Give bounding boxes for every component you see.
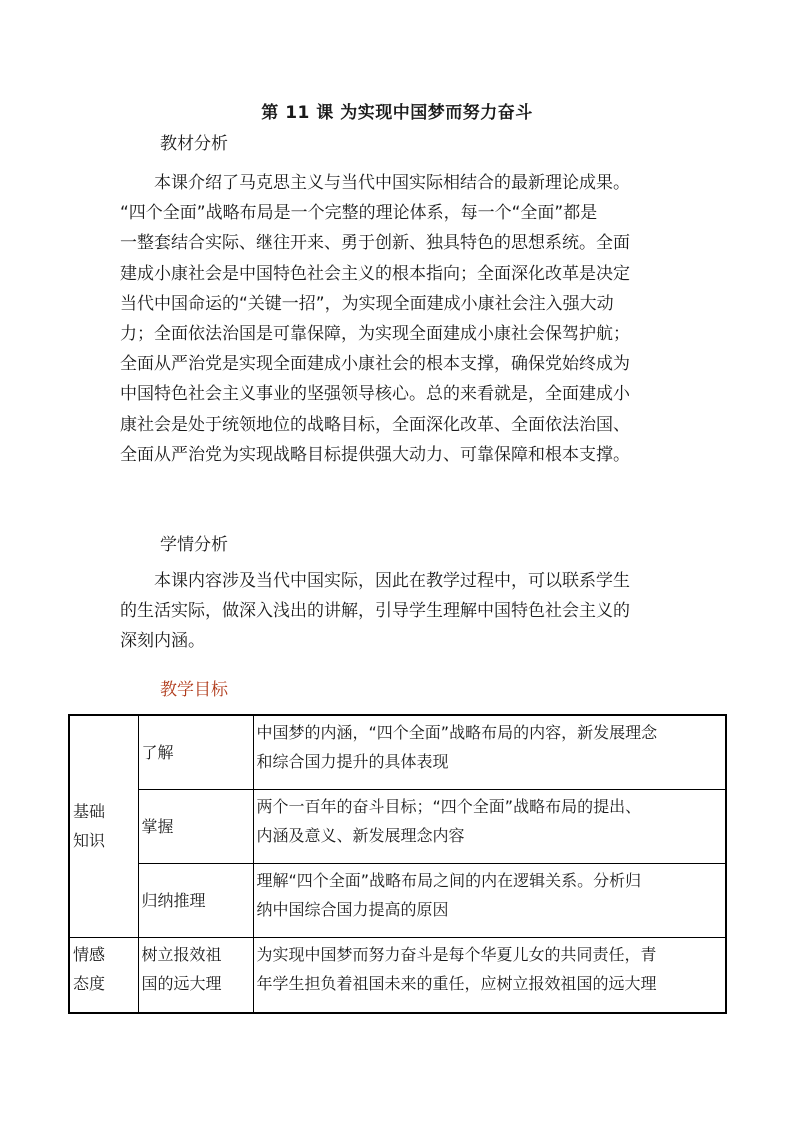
paragraph-line: 本课介绍了马克思主义与当代中国实际相结合的最新理论成果。	[154, 173, 630, 193]
paragraph-line: 中国特色社会主义事业的坚强领导核心。总的来看就是，全面建成小	[120, 384, 630, 405]
paragraph-line: 本课内容涉及当代中国实际，因此在教学过程中，可以联系学生	[154, 571, 630, 591]
table-row	[69, 937, 726, 1013]
table-row	[69, 863, 726, 937]
content-line: 理解“四个全面”战略布局之间的内在逻辑关系。分析归	[256, 870, 642, 890]
content-cell	[253, 937, 726, 1013]
category-label: 知识	[73, 831, 106, 851]
level-cell	[138, 937, 253, 1013]
level-label: 国的远大理	[141, 973, 222, 993]
paragraph-line: 全面从严治党是实现全面建成小康社会的根本支撑，确保党始终成为	[120, 354, 630, 375]
content-cell	[253, 863, 726, 937]
section-heading-student-analysis: 学情分析	[160, 535, 228, 555]
table-row	[69, 715, 726, 789]
paragraph-line: 的生活实际，做深入浅出的讲解，引导学生理解中国特色社会主义的	[120, 601, 630, 622]
content-line: 为实现中国梦而努力奋斗是每个华夏儿女的共同责任，青	[256, 944, 657, 964]
student-analysis-paragraph	[120, 566, 680, 657]
content-line: 年学生担负着祖国未来的重任，应树立报效祖国的远大理	[256, 973, 657, 993]
page-title: 第 11 课 为实现中国梦而努力奋斗	[261, 103, 533, 123]
level-cell	[138, 863, 253, 937]
paragraph-line: 当代中国命运的“关键一招”，为实现全面建成小康社会注入强大动	[120, 293, 614, 314]
paragraph-line: 一整套结合实际、继往开来、勇于创新、独具特色的思想系统。全面	[120, 233, 630, 254]
content-line: 纳中国综合国力提高的原因	[256, 899, 449, 919]
content-line: 中国梦的内涵，“四个全面”战略布局的内容，新发展理念	[256, 723, 658, 742]
level-label: 树立报效祖	[141, 944, 222, 964]
level-label: 掌握	[141, 816, 174, 836]
level-label: 归纳推理	[141, 890, 206, 910]
paragraph-line: 康社会是处于统领地位的战略目标，全面深化改革、全面依法治国、	[120, 414, 630, 435]
paragraph-line: 力；全面依法治国是可靠保障，为实现全面建成小康社会保驾护航；	[120, 324, 630, 345]
level-cell	[138, 789, 253, 863]
category-cell	[69, 937, 138, 1013]
table-row	[69, 789, 726, 863]
section-heading-textbook-analysis: 教材分析	[160, 134, 228, 154]
category-label: 态度	[73, 973, 106, 993]
paragraph-line: 深刻内涵。	[120, 631, 205, 652]
content-line: 内涵及意义、新发展理念内容	[256, 825, 465, 845]
category-cell	[69, 715, 138, 937]
content-cell	[253, 789, 726, 863]
content-line: 两个一百年的奋斗目标；“四个全面”战略布局的提出、	[256, 796, 642, 816]
paragraph-line: 建成小康社会是中国特色社会主义的根本指向；全面深化改革是决定	[120, 263, 630, 284]
level-cell	[138, 715, 253, 789]
category-label: 情感	[73, 944, 106, 964]
level-label: 了解	[141, 742, 174, 762]
paragraph-line: 全面从严治党为实现战略目标提供强大动力、可靠保障和根本支撑。	[120, 444, 630, 465]
textbook-analysis-paragraph	[120, 168, 680, 470]
content-cell	[253, 715, 726, 789]
paragraph-line: “四个全面”战略布局是一个完整的理论体系，每一个“全面”都是	[120, 203, 598, 224]
section-heading-teaching-goals: 教学目标	[160, 680, 228, 700]
teaching-goals-table	[68, 714, 727, 1014]
content-line: 和综合国力提升的具体表现	[256, 752, 449, 771]
category-label: 基础	[73, 802, 106, 822]
